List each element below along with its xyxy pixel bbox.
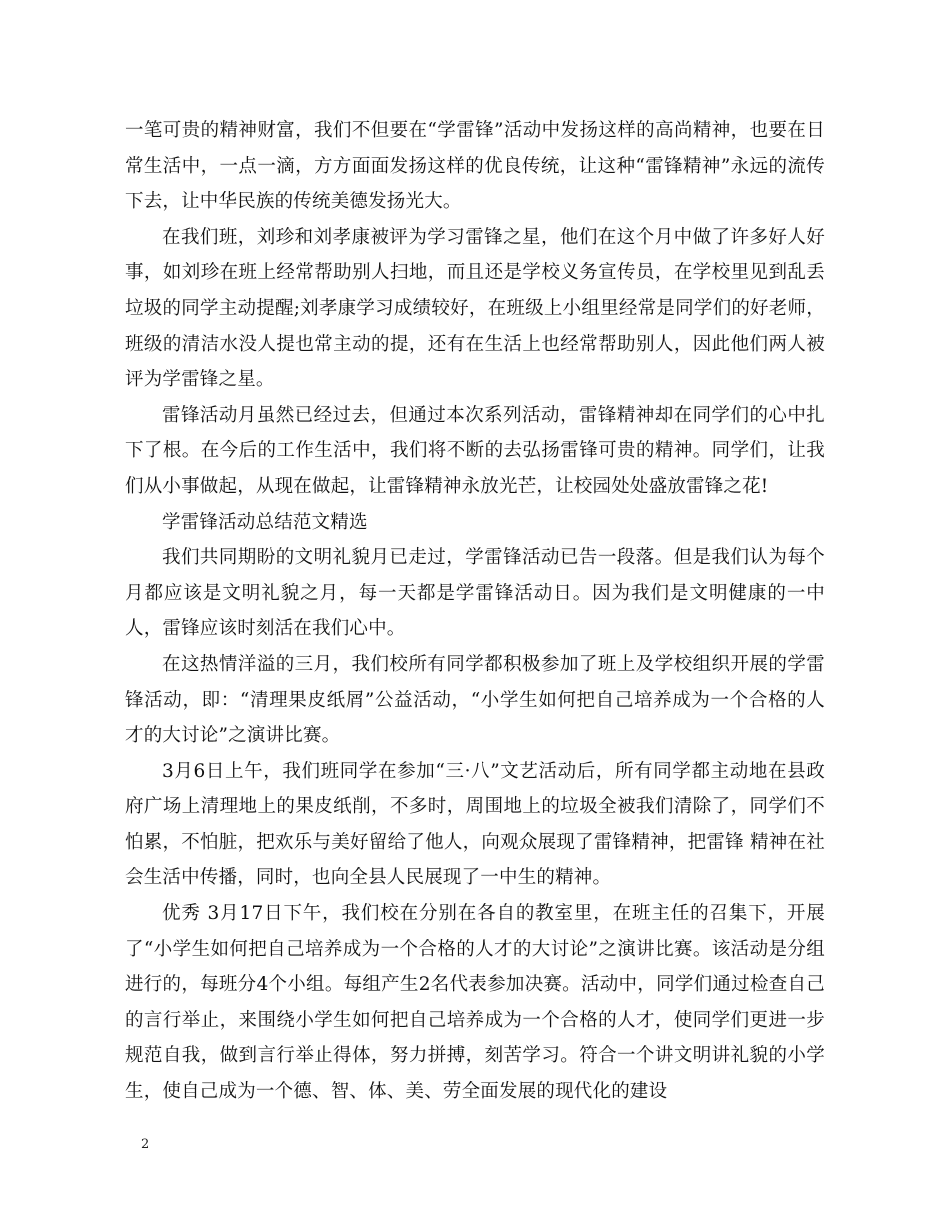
paragraph-2: 在我们班，刘珍和刘孝康被评为学习雷锋之星，他们在这个月中做了许多好人好事，如刘珍在班上经常帮助别人扫地，而且还是学校义务宣传员，在学校里见到乱丢垃圾的同学主动提醒;刘孝康学习成绩较好，在班级上小组里经常是同学们的好老师，班级的清洁水没人提也常主动的提，还有在生活上也经常帮助别人，因此他们两人被评为学雷锋之星。 [125,226,825,391]
document-body [125,113,825,1110]
page-number: 2 [141,1137,150,1152]
paragraph-7: 优秀 3月17日下午，我们校在分别在各自的教室里，在班主任的召集下，开展了“小学生如何把自己培养成为一个合格的人才的大讨论”之演讲比赛。该活动是分组进行的，每班分4个小组。每组产生2名代表参加决赛。活动中，同学们通过检查自己的言行举止，来围绕小学生如何把自己培养成为一个合格的人才，使同学们更进一步规范自我，做到言行举止得体，努力拼搏，刻苦学习。符合一个讲文明讲礼貌的小学生，使自己成为一个德、智、体、美、劳全面发展的现代化的建设 [125,903,825,1103]
paragraph-1: 一笔可贵的精神财富，我们不但要在“学雷锋”活动中发扬这样的高尚精神，也要在日常生活中，一点一滴，方方面面发扬这样的优良传统，让这种“雷锋精神”永远的流传下去，让中华民族的传统美德发扬光大。 [125,120,825,213]
paragraph-3: 雷锋活动月虽然已经过去，但通过本次系列活动，雷锋精神却在同学们的心中扎下了根。在今后的工作生活中，我们将不断的去弘扬雷锋可贵的精神。同学们，让我们从小事做起，从现在做起，让雷锋精神永放光芒，让校园处处盛放雷锋之花! [125,404,825,497]
paragraph-6: 3月6日上午，我们班同学在参加“三·八”文艺活动后，所有同学都主动地在县政府广场上清理地上的果皮纸削，不多时，周围地上的垃圾全被我们清除了，同学们不怕累，不怕脏，把欢乐与美好留给了他人，向观众展现了雷锋精神，把雷锋 精神在社会生活中传播，同时，也向全县人民展现了一中生的精神。 [125,760,825,889]
paragraph-4: 我们共同期盼的文明礼貌月已走过，学雷锋活动已告一段落。但是我们认为每个月都应该是文明礼貌之月，每一天都是学雷锋活动日。因为我们是文明健康的一中人，雷锋应该时刻活在我们心中。 [125,547,825,640]
paragraph-5: 在这热情洋溢的三月，我们校所有同学都积极参加了班上及学校组织开展的学雷锋活动，即：“清理果皮纸屑”公益活动，“小学生如何把自己培养成为一个合格的人才的大讨论”之演讲比赛。 [125,653,825,747]
section-heading: 学雷锋活动总结范文精选 [162,511,368,533]
